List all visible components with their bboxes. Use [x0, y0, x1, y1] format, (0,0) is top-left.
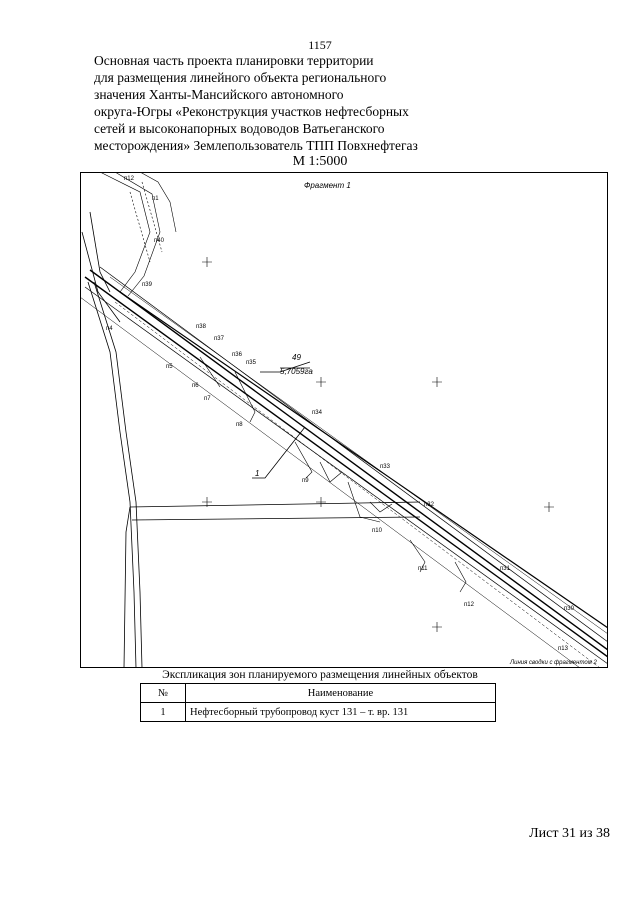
- point-label: п34: [312, 410, 322, 416]
- point-label: п10: [372, 528, 382, 534]
- point-label: п8: [236, 422, 243, 428]
- table-header-row: [141, 684, 496, 703]
- point-label: п37: [214, 336, 224, 342]
- explication-table: [140, 683, 496, 722]
- page-number: 1157: [308, 38, 332, 52]
- point-label: п40: [154, 238, 164, 244]
- point-label: п39: [142, 282, 152, 288]
- sheet-label: Лист 31 из 38: [529, 826, 610, 841]
- point-label: п36: [232, 352, 242, 358]
- map-fragment: [80, 172, 608, 668]
- point-label: п30: [564, 606, 574, 612]
- title-line: Основная часть проекта планировки территории: [94, 53, 374, 68]
- row-num: 1: [141, 703, 186, 722]
- point-label: п32: [424, 502, 434, 508]
- point-label: п5: [166, 364, 173, 370]
- zone-number: 49: [292, 353, 301, 362]
- point-label: п38: [196, 324, 206, 330]
- point-label: п33: [380, 464, 390, 470]
- title-line: для размещения линейного объекта регионального: [94, 70, 387, 85]
- match-line-note: Линия сводки с фрагментом 2: [510, 660, 597, 666]
- point-label: п11: [418, 566, 428, 572]
- column-header-num: №: [141, 684, 186, 703]
- point-label: п6: [192, 383, 199, 389]
- column-header-name: Наименование: [186, 684, 496, 703]
- object-callout: 1: [255, 469, 260, 478]
- table-row: [141, 703, 496, 722]
- title-line: месторождения» Землепользователь ТПП Повхнефтегаз: [94, 138, 418, 153]
- fragment-label: Фрагмент 1: [304, 181, 351, 190]
- point-label: п9: [302, 478, 309, 484]
- document-title: [94, 52, 494, 154]
- row-name: Нефтесборный трубопровод куст 131 – т. вр. 131: [186, 703, 496, 722]
- map-scale: М 1:5000: [292, 154, 348, 169]
- point-label: п1: [152, 196, 159, 202]
- title-line: значения Ханты-Мансийского автономного: [94, 87, 344, 102]
- point-label: п4: [106, 326, 113, 332]
- point-label: п13: [558, 646, 568, 652]
- point-label: п35: [246, 360, 256, 366]
- point-label: п12: [464, 602, 474, 608]
- title-line: округа-Югры «Реконструкция участков нефтесборных: [94, 104, 409, 119]
- explication-title: Экспликация зон планируемого размещения линейных объектов: [162, 669, 478, 681]
- map-border: [81, 173, 608, 668]
- point-label: п12: [124, 176, 134, 182]
- point-label: п31: [500, 566, 510, 572]
- point-label: п7: [204, 396, 211, 402]
- title-line: сетей и высоконапорных водоводов Ватьеганского: [94, 121, 385, 136]
- map-drawing: [80, 172, 608, 668]
- zone-area: 5,7059га: [280, 367, 313, 376]
